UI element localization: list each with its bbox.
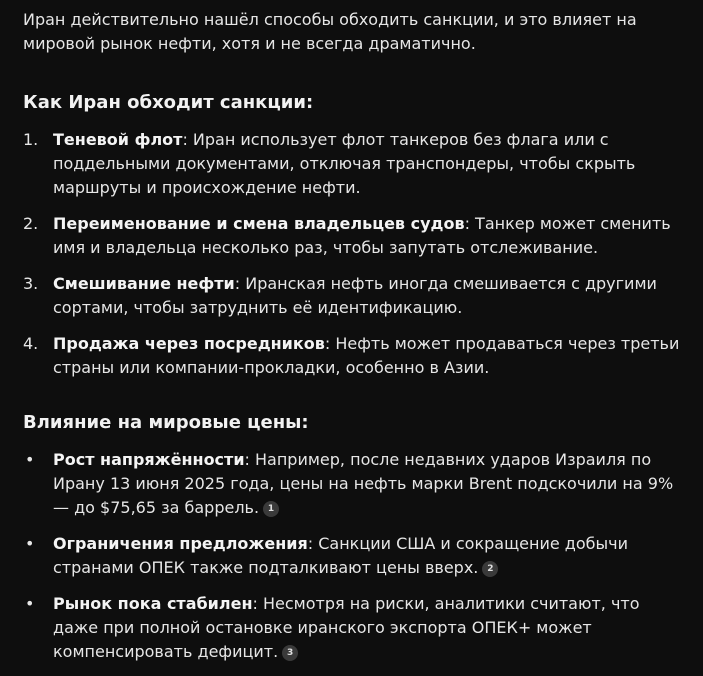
list-item	[23, 332, 685, 380]
citation-badge[interactable]: 1	[263, 501, 279, 517]
section-heading-prices: Влияние на мировые цены:	[23, 412, 309, 433]
item-text: : Например, после недавних ударов Израиля по Ирану 13 июня 2025 года, цены на нефть марки Brent подскочили на 9% — до $75,65 за баррель.	[53, 450, 674, 517]
bullet-icon: •	[25, 594, 35, 613]
citation-badge[interactable]: 3	[282, 645, 298, 661]
list-item	[23, 592, 685, 664]
item-title: Смешивание нефти	[53, 274, 235, 293]
list-item	[23, 128, 685, 200]
item-title: Теневой флот	[53, 130, 183, 149]
item-title: Рост напряжённости	[53, 450, 245, 469]
item-text: : Иранская нефть иногда смешивается с другими сортами, чтобы затруднить её идентификацию.	[53, 274, 657, 317]
item-title: Ограничения предложения	[53, 534, 308, 553]
list-number: 2.	[23, 214, 39, 233]
list-item	[23, 448, 685, 520]
prices-list	[23, 448, 685, 664]
item-title: Продажа через посредников	[53, 334, 325, 353]
item-text: : Несмотря на риски, аналитики считают, что даже при полной остановке иранского экспорта ОПЕК+ может компенсировать дефицит.	[53, 594, 640, 661]
item-text: : Нефть может продаваться через третьи страны или компании-прокладки, особенно в Азии.	[53, 334, 680, 377]
item-text: : Иран использует флот танкеров без флага или с поддельными документами, отключая транспондеры, чтобы скрыть маршруты и происхождение нефти.	[53, 130, 636, 197]
section-heading-sanctions: Как Иран обходит санкции:	[23, 92, 314, 113]
list-item	[23, 272, 685, 320]
list-item	[23, 212, 685, 260]
list-item	[23, 532, 685, 580]
list-number: 1.	[23, 130, 39, 149]
item-text: : Танкер может сменить имя и владельца несколько раз, чтобы запутать отслеживание.	[53, 214, 671, 257]
list-number: 3.	[23, 274, 39, 293]
item-text: : Санкции США и сокращение добычи странами ОПЕК также подталкивают цены вверх.	[53, 534, 628, 577]
bullet-icon: •	[25, 450, 35, 469]
intro-paragraph: Иран действительно нашёл способы обходить санкции, и это влияет на мировой рынок нефти, хотя и не всегда драматично.	[23, 10, 637, 53]
item-title: Переименование и смена владельцев судов	[53, 214, 465, 233]
bullet-icon: •	[25, 534, 35, 553]
list-number: 4.	[23, 334, 39, 353]
chat-response	[23, 8, 685, 676]
sanctions-list	[23, 128, 685, 380]
citation-badge[interactable]: 2	[482, 561, 498, 577]
item-title: Рынок пока стабилен	[53, 594, 253, 613]
